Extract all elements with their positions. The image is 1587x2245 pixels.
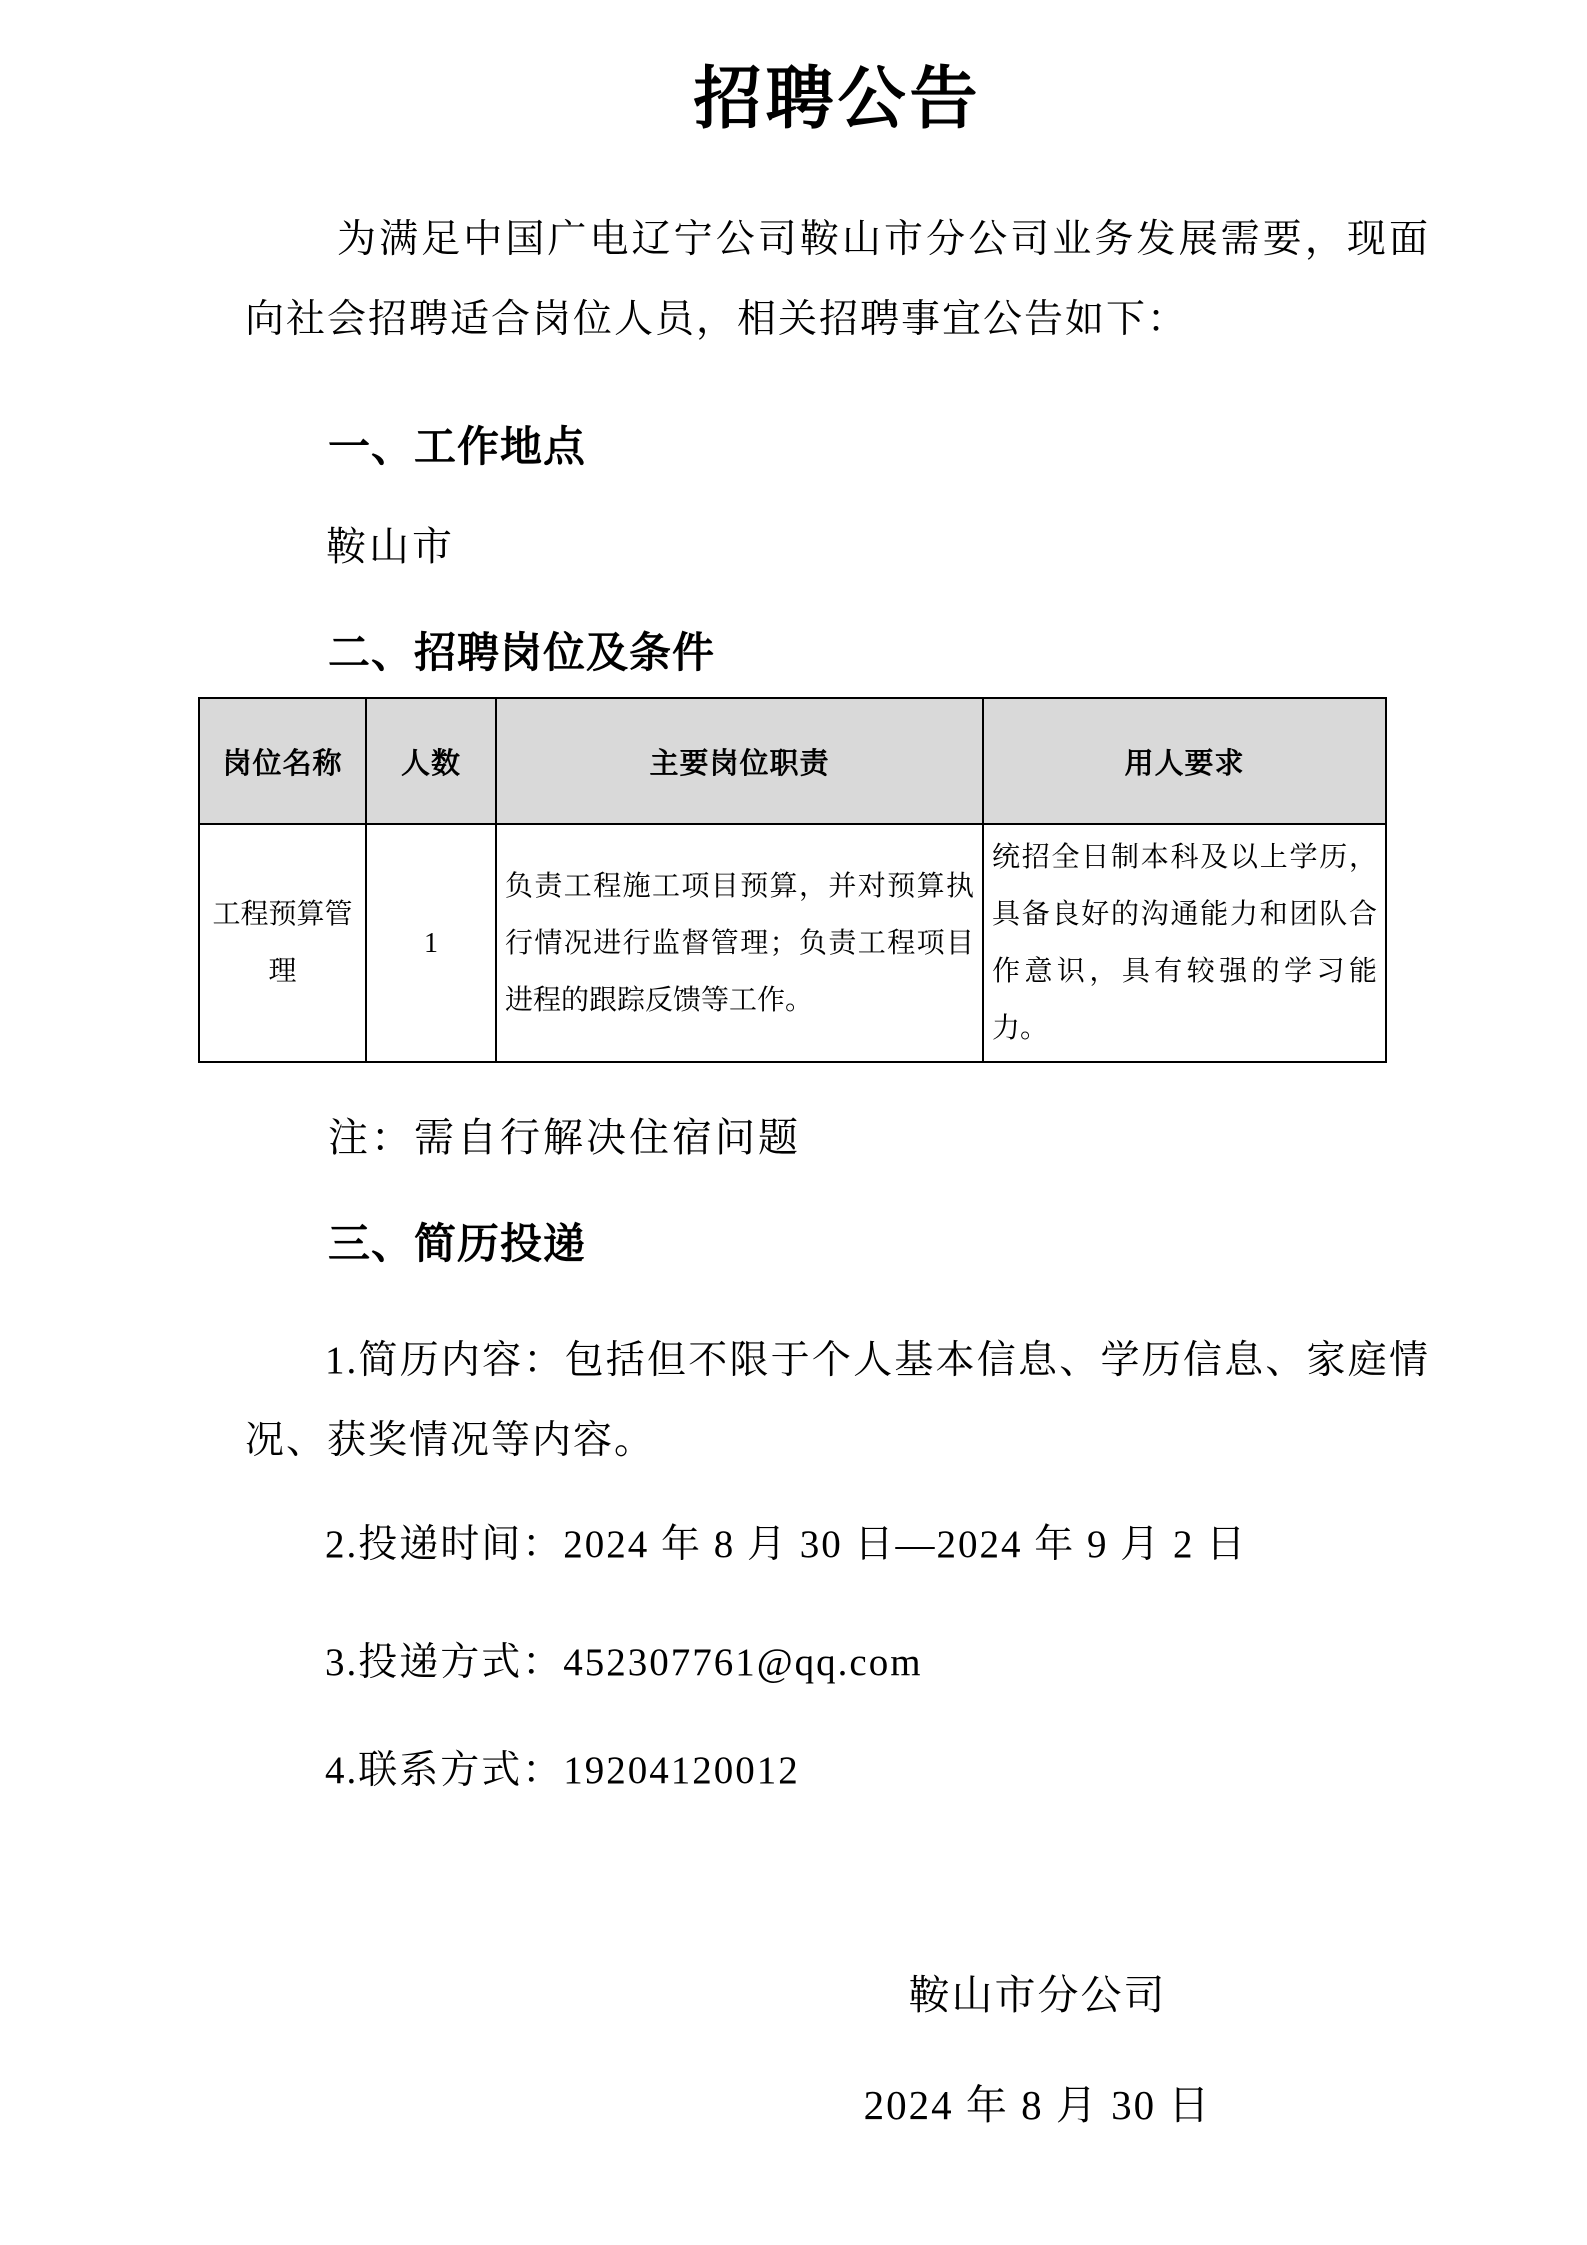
signature: 鞍山市分公司: [908, 1972, 1167, 2018]
table-header-duties: 主要岗位职责: [496, 698, 983, 824]
section-heading-work-location: 一、工作地点: [328, 423, 587, 470]
work-location-value: 鞍山市: [326, 524, 455, 569]
resume-item-contact: 4.联系方式：19204120012: [325, 1749, 800, 1792]
date: 2024 年 8 月 30 日: [863, 2082, 1212, 2128]
intro-paragraph: 为满足中国广电辽宁公司鞍山市分公司业务发展需要，现面向社会招聘适合岗位人员，相关招聘事宜公告如下：: [245, 218, 1430, 341]
table-header-row: [199, 698, 1386, 824]
resume-item-content: 1.简历内容：包括但不限于个人基本信息、学历信息、家庭情况、获奖情况等内容。: [245, 1339, 1430, 1462]
note-line: 注：需自行解决住宿问题: [328, 1115, 801, 1160]
cell-position-name: 工程预算管理: [199, 824, 366, 1062]
cell-requirements: 统招全日制本科及以上学历，具备良好的沟通能力和团队合作意识，具有较强的学习能力。: [983, 824, 1386, 1062]
section-heading-resume: 三、简历投递: [328, 1220, 587, 1267]
cell-headcount: 1: [366, 824, 496, 1062]
cell-duties: 负责工程施工项目预算，并对预算执行情况进行监督管理；负责工程项目进程的跟踪反馈等工作。: [496, 824, 983, 1062]
table-header-position-name: 岗位名称: [199, 698, 366, 824]
positions-table: [198, 697, 1387, 1063]
page-title: 招聘公告: [693, 61, 982, 137]
table-header-requirements: 用人要求: [983, 698, 1386, 824]
resume-item-time: 2.投递时间：2024 年 8 月 30 日—2024 年 9 月 2 日: [325, 1523, 1248, 1566]
table-header-headcount: 人数: [366, 698, 496, 824]
table-row: [199, 824, 1386, 1062]
section-heading-positions: 二、招聘岗位及条件: [328, 629, 716, 676]
resume-item-method: 3.投递方式：452307761@qq.com: [325, 1641, 923, 1684]
